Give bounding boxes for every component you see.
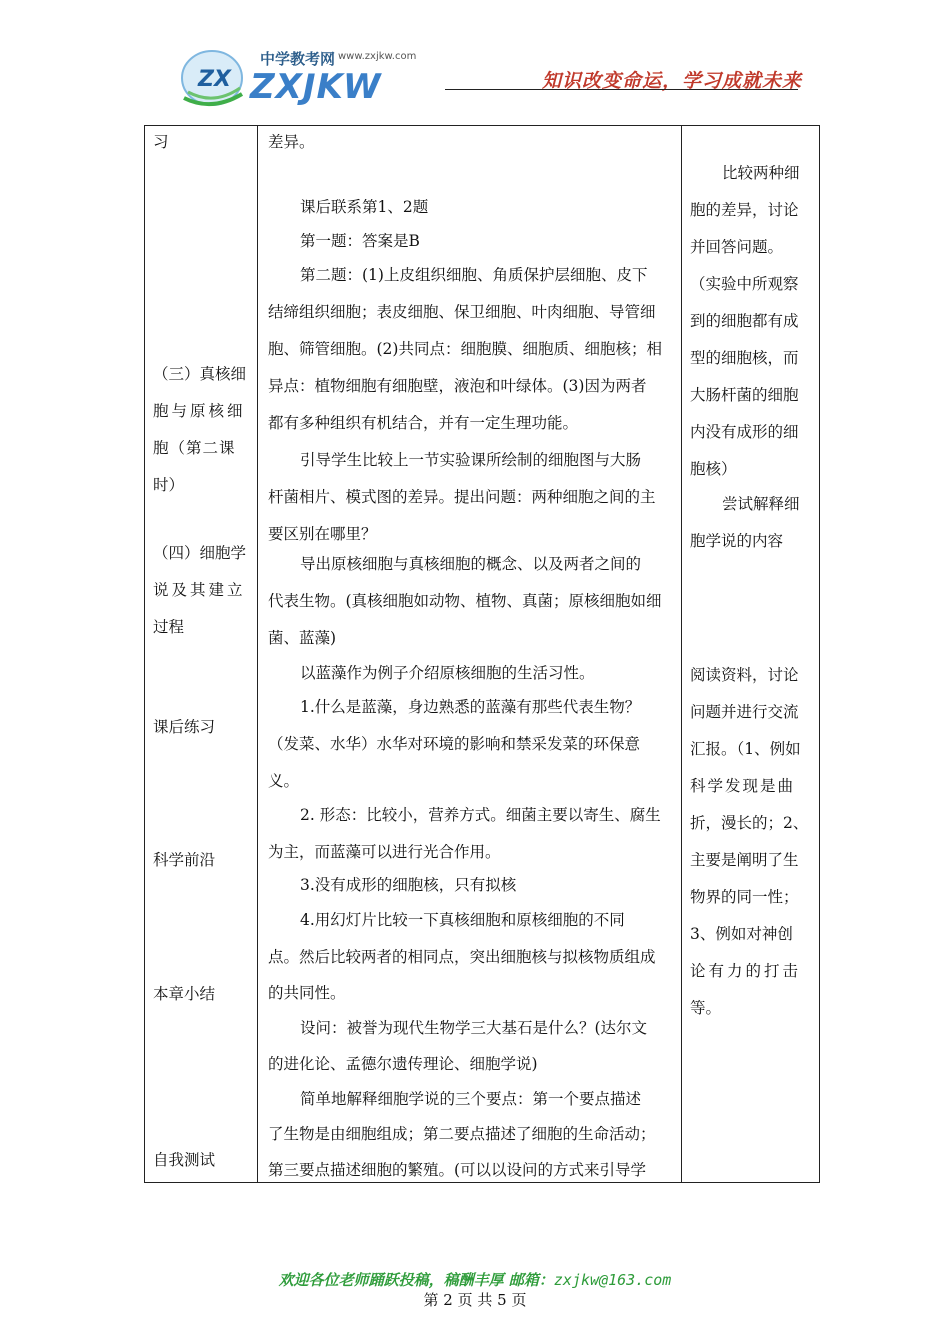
activity-line: 比较两种细 xyxy=(722,164,800,182)
logo-wordmark: ZXJKW xyxy=(250,67,382,107)
site-name: 中学教考网 xyxy=(260,50,336,68)
activity-column xyxy=(682,126,820,1183)
topic-line: （三）真核细 xyxy=(153,365,247,383)
content-line: 以蓝藻作为例子介绍原核细胞的生活习性。 xyxy=(300,664,595,682)
activity-line: 物界的同一性； xyxy=(690,888,799,906)
content-line: 异点：植物细胞有细胞壁，液泡和叶绿体。(3)因为两者 xyxy=(268,377,647,395)
topic-line: 课后练习 xyxy=(153,718,216,736)
header-slogan: 知识改变命运，学习成就未来 xyxy=(542,70,803,92)
content-line: 为主，而蓝藻可以进行光合作用。 xyxy=(268,843,501,861)
content-line: 要区别在哪里？ xyxy=(268,525,377,543)
content-line: 第一题：答案是B xyxy=(300,232,420,250)
activity-line: 论有力的打击 xyxy=(690,962,802,980)
svg-text:ZX: ZX xyxy=(198,67,231,92)
footer-email: zxjkw@163.com xyxy=(553,1271,672,1289)
content-line: 第三要点描述细胞的繁殖。(可以以设问的方式来引导学 xyxy=(268,1161,647,1179)
content-column xyxy=(258,126,682,1183)
activity-line: 并回答问题。 xyxy=(690,238,784,256)
topic-line: 习 xyxy=(153,133,169,151)
content-line: 4.用幻灯片比较一下真核细胞和原核细胞的不同 xyxy=(300,911,625,929)
content-line: 义。 xyxy=(268,772,300,790)
activity-line: 汇报。（1、例如 xyxy=(690,740,801,758)
footer-invite xyxy=(0,1269,950,1290)
content-line: 了生物是由细胞组成；第二要点描述了细胞的生命活动； xyxy=(268,1125,656,1143)
content-line: 都有多种组织有机结合，并有一定生理功能。 xyxy=(268,414,579,432)
content-line: 引导学生比较上一节实验课所绘制的细胞图与大肠 xyxy=(300,451,642,469)
activity-line: 到的细胞都有成 xyxy=(690,312,799,330)
content-line: 结缔组织细胞；表皮细胞、保卫细胞、叶肉细胞、导管细 xyxy=(268,303,656,321)
activity-line: 科学发现是曲 xyxy=(690,777,796,795)
content-line: 简单地解释细胞学说的三个要点：第一个要点描述 xyxy=(300,1090,642,1108)
content-line: 1.什么是蓝藻，身边熟悉的蓝藻有那些代表生物？ xyxy=(300,698,641,716)
content-line: 课后联系第1、2题 xyxy=(300,198,429,216)
content-line: 点。然后比较两者的相同点，突出细胞核与拟核物质组成 xyxy=(268,948,656,966)
footer-invite-text: 欢迎各位老师踊跃投稿，稿酬丰厚 邮箱： xyxy=(278,1271,554,1289)
activity-line: 内没有成形的细 xyxy=(690,423,799,441)
topic-line: 胞（第二课 xyxy=(153,439,236,457)
topic-line: 过程 xyxy=(153,618,185,636)
activity-line: 3、例如对神创 xyxy=(690,925,793,943)
activity-line: 问题并进行交流 xyxy=(690,703,799,721)
site-url: www.zxjkw.com xyxy=(338,51,417,62)
content-line: 设问：被誉为现代生物学三大基石是什么？(达尔文 xyxy=(300,1019,648,1037)
topic-line: 说及其建立 xyxy=(153,581,246,599)
activity-line: 胞核） xyxy=(690,460,737,478)
site-logo xyxy=(176,48,416,112)
page-number: 第 2 页 共 5 页 xyxy=(423,1291,527,1309)
content-line: 代表生物。(真核细胞如动物、植物、真菌；原核细胞如细 xyxy=(268,592,662,610)
topic-line: 科学前沿 xyxy=(153,851,216,869)
activity-line: 等。 xyxy=(690,999,722,1017)
topic-line: 时） xyxy=(153,476,185,494)
content-line: 差异。 xyxy=(268,133,315,151)
content-line: 的进化论、孟德尔遗传理论、细胞学说) xyxy=(268,1055,538,1073)
logo-emblem-icon xyxy=(176,48,246,112)
activity-line: 阅读资料，讨论 xyxy=(690,666,799,684)
activity-line: 胞学说的内容 xyxy=(690,532,784,550)
activity-line: 尝试解释细 xyxy=(722,495,800,513)
activity-line: 折，漫长的；2、 xyxy=(690,814,809,832)
header-divider xyxy=(445,89,798,90)
topic-line: （四）细胞学 xyxy=(153,544,247,562)
content-line: 第二题：(1)上皮组织细胞、角质保护层细胞、皮下 xyxy=(300,266,648,284)
content-line: 2. 形态：比较小，营养方式。细菌主要以寄生、腐生 xyxy=(300,806,661,824)
topic-line: 自我测试 xyxy=(153,1151,216,1169)
topic-column xyxy=(145,126,258,1183)
activity-line: （实验中所观察 xyxy=(690,275,799,293)
activity-line: 胞的差异，讨论 xyxy=(690,201,799,219)
activity-line: 大肠杆菌的细胞 xyxy=(690,386,799,404)
content-line: 菌、蓝藻) xyxy=(268,629,337,647)
content-line: 3.没有成形的细胞核，只有拟核 xyxy=(300,876,517,894)
topic-line: 本章小结 xyxy=(153,985,216,1003)
topic-line: 胞与原核细 xyxy=(153,402,246,420)
content-line: 导出原核细胞与真核细胞的概念、以及两者之间的 xyxy=(300,555,642,573)
lesson-plan-table xyxy=(144,125,820,1183)
content-line: 的共同性。 xyxy=(268,984,346,1002)
content-line: 杆菌相片、模式图的差异。提出问题：两种细胞之间的主 xyxy=(268,488,656,506)
table-row xyxy=(145,126,820,1183)
content-line: （发菜、水华）水华对环境的影响和禁采发菜的环保意 xyxy=(268,735,641,753)
activity-line: 主要是阐明了生 xyxy=(690,851,799,869)
content-line: 胞、筛管细胞。(2)共同点：细胞膜、细胞质、细胞核；相 xyxy=(268,340,662,358)
activity-line: 型的细胞核，而 xyxy=(690,349,799,367)
